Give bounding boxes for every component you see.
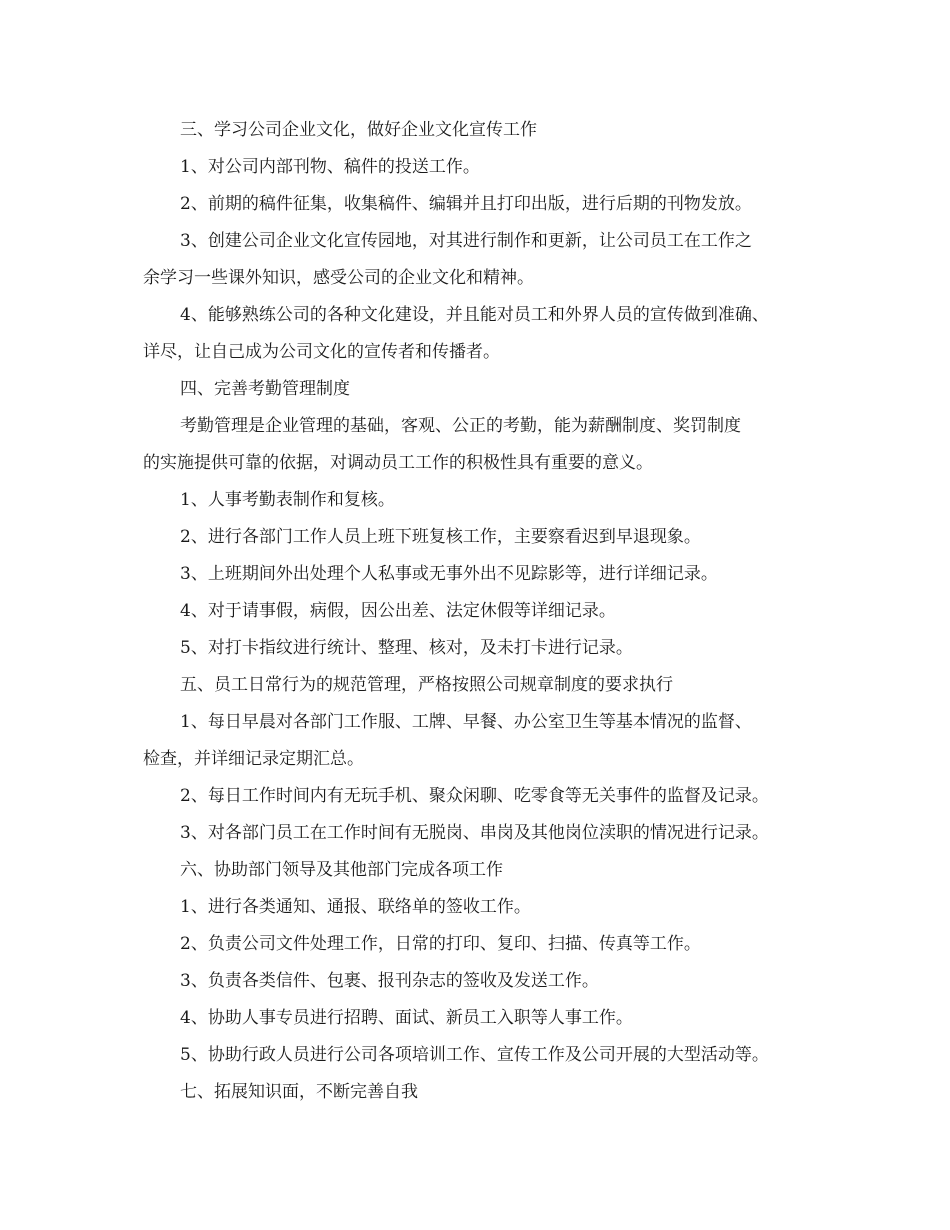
section-heading-6: 六、协助部门领导及其他部门完成各项工作 bbox=[180, 860, 503, 880]
paragraph-line: 1、每日早晨对各部门工作服、工牌、早餐、办公室卫生等基本情况的监督、 bbox=[180, 712, 752, 732]
paragraph-line: 余学习一些课外知识，感受公司的企业文化和精神。 bbox=[143, 268, 534, 288]
paragraph-line: 详尽，让自己成为公司文化的宣传者和传播者。 bbox=[143, 342, 500, 362]
paragraph-line: 考勤管理是企业管理的基础，客观、公正的考勤，能为薪酬制度、奖罚制度 bbox=[180, 416, 741, 436]
section-heading-4: 四、完善考勤管理制度 bbox=[180, 379, 350, 399]
paragraph-line: 2、负责公司文件处理工作，日常的打印、复印、扫描、传真等工作。 bbox=[180, 934, 701, 954]
paragraph-line: 1、对公司内部刊物、稿件的投送工作。 bbox=[180, 157, 480, 177]
paragraph-line: 3、上班期间外出处理个人私事或无事外出不见踪影等，进行详细记录。 bbox=[180, 564, 718, 584]
paragraph-line: 4、能够熟练公司的各种文化建设，并且能对员工和外界人员的宣传做到准确、 bbox=[180, 305, 769, 325]
paragraph-line: 1、人事考勤表制作和复核。 bbox=[180, 490, 395, 510]
paragraph-line: 1、进行各类通知、通报、联络单的签收工作。 bbox=[180, 897, 531, 917]
paragraph-line: 3、创建公司企业文化宣传园地，对其进行制作和更新，让公司员工在工作之 bbox=[180, 231, 752, 251]
paragraph-line: 5、对打卡指纹进行统计、整理、核对，及未打卡进行记录。 bbox=[180, 638, 633, 658]
section-heading-7: 七、拓展知识面，不断完善自我 bbox=[180, 1082, 418, 1102]
section-heading-5: 五、员工日常行为的规范管理，严格按照公司规章制度的要求执行 bbox=[180, 675, 673, 695]
paragraph-line: 5、协助行政人员进行公司各项培训工作、宣传工作及公司开展的大型活动等。 bbox=[180, 1045, 769, 1065]
paragraph-line: 2、每日工作时间内有无玩手机、聚众闲聊、吃零食等无关事件的监督及记录。 bbox=[180, 786, 769, 806]
paragraph-line: 3、负责各类信件、包裹、报刊杂志的签收及发送工作。 bbox=[180, 971, 599, 991]
paragraph-line: 4、协助人事专员进行招聘、面试、新员工入职等人事工作。 bbox=[180, 1008, 633, 1028]
paragraph-line: 2、进行各部门工作人员上班下班复核工作，主要察看迟到早退现象。 bbox=[180, 527, 701, 547]
paragraph-line: 2、前期的稿件征集，收集稿件、编辑并且打印出版，进行后期的刊物发放。 bbox=[180, 194, 752, 214]
section-heading-3: 三、学习公司企业文化，做好企业文化宣传工作 bbox=[180, 120, 537, 140]
paragraph-line: 4、对于请事假，病假，因公出差、法定休假等详细记录。 bbox=[180, 601, 616, 621]
paragraph-line: 检查，并详细记录定期汇总。 bbox=[143, 749, 364, 769]
paragraph-line: 3、对各部门员工在工作时间有无脱岗、串岗及其他岗位渎职的情况进行记录。 bbox=[180, 823, 769, 843]
paragraph-line: 的实施提供可靠的依据，对调动员工工作的积极性具有重要的意义。 bbox=[143, 453, 653, 473]
